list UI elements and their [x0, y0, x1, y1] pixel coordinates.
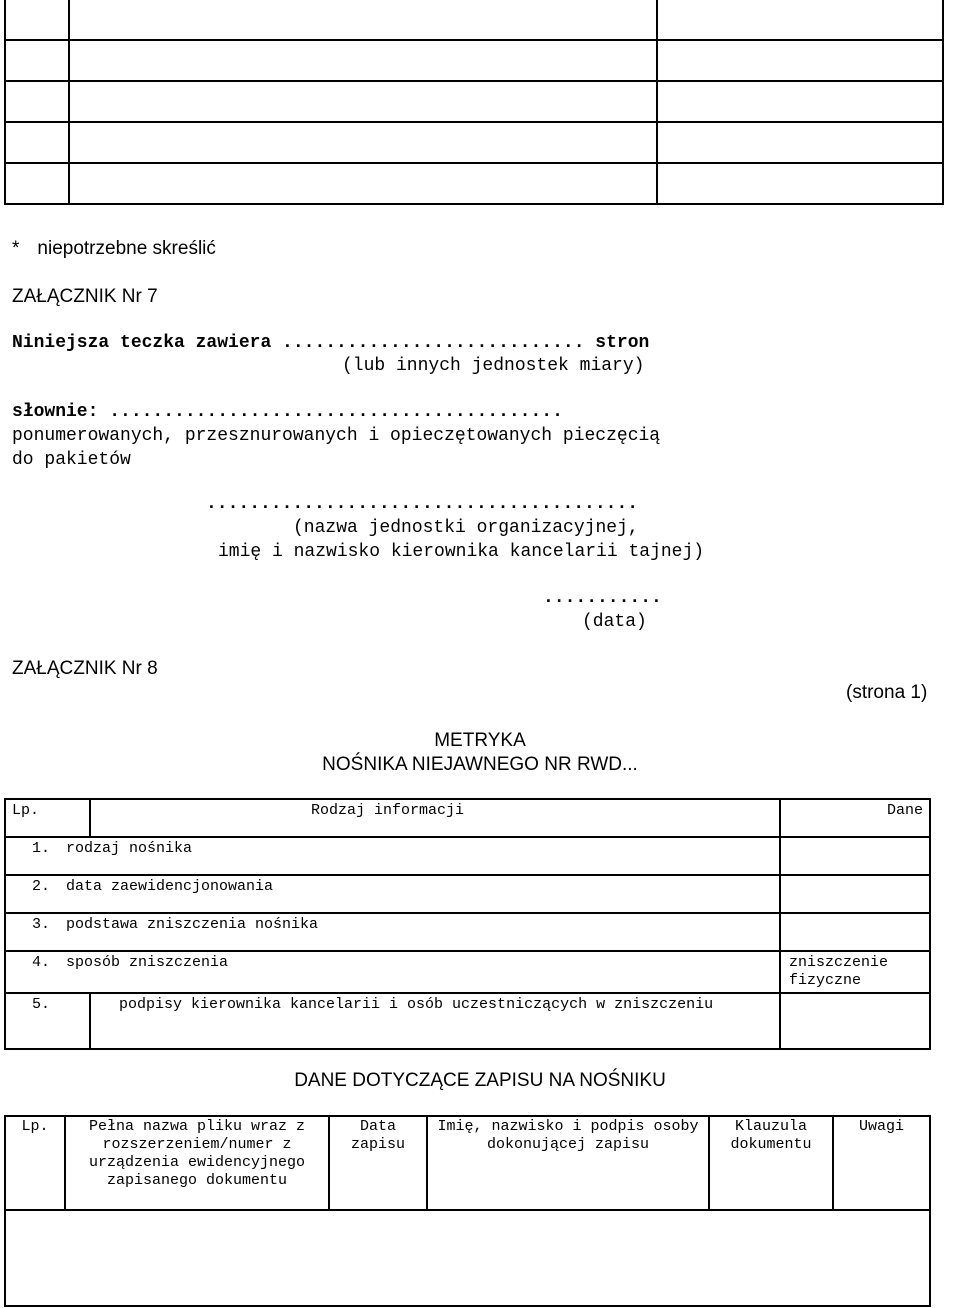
signature-label-1: (nazwa jednostki organizacyjnej,: [293, 518, 639, 538]
row-value: [780, 875, 930, 913]
header-clause: Klauzula dokumentu: [709, 1116, 833, 1210]
row-info-text: podstawa zniszczenia nośnika: [66, 916, 319, 933]
row-value: zniszczenie fizyczne: [780, 951, 930, 993]
header-info: Rodzaj informacji: [90, 799, 780, 837]
header-date: Data zapisu: [329, 1116, 427, 1210]
row-info: [5, 913, 780, 951]
attachment7-heading: ZAŁĄCZNIK Nr 7: [12, 286, 158, 307]
attachment7-line1: Niniejsza teczka zawiera ............................ stron: [12, 333, 650, 353]
row-info-text: data zaewidencjonowania: [66, 878, 274, 895]
empty-row: [5, 1210, 930, 1306]
table-row: [5, 993, 930, 1049]
header-notes: Uwagi: [833, 1116, 930, 1210]
signature-label-2: imię i nazwisko kierownika kancelarii tajnej): [218, 542, 705, 562]
metryka-subtitle: NOŚNIKA NIEJAWNEGO NR RWD...: [322, 754, 638, 775]
attachment7-line4: do pakietów: [12, 450, 131, 470]
attachment8-heading: ZAŁĄCZNIK Nr 8: [12, 658, 158, 679]
row-info: [5, 875, 780, 913]
table-row: [5, 837, 930, 875]
row-lp: 5.: [5, 993, 90, 1049]
row-info-text: podpisy kierownika kancelarii i osób uczestniczących w zniszczeniu: [119, 996, 714, 1013]
section-title-zapis: DANE DOTYCZĄCE ZAPISU NA NOŚNIKU: [294, 1070, 666, 1091]
row-info: [90, 993, 780, 1049]
footnote: [12, 238, 216, 260]
row-lp: 3.: [32, 916, 51, 933]
header-lp: Lp.: [5, 799, 90, 837]
top-continuation-table: [4, 0, 944, 205]
zapis-table: [4, 1115, 931, 1307]
attachment7-line1-sub: (lub innych jednostek miary): [342, 356, 645, 376]
table-row: [5, 951, 930, 993]
table-row: [5, 1210, 930, 1306]
metryka-table: [4, 798, 931, 1050]
row-value: [780, 993, 930, 1049]
header-value: Dane: [780, 799, 930, 837]
page-number-label: (strona 1): [846, 682, 928, 703]
row-lp: 1.: [32, 840, 51, 857]
table-row: [5, 913, 930, 951]
date-label: (data): [582, 612, 647, 632]
table-header-row: [5, 1116, 930, 1210]
row-lp: 4.: [32, 954, 51, 971]
attachment7-line2: słownie: ..........................................: [12, 402, 563, 422]
date-dots: ...........: [543, 588, 662, 608]
row-info-text: rodzaj nośnika: [66, 840, 193, 857]
row-info-text: sposób zniszczenia: [66, 954, 229, 971]
table-row: [5, 875, 930, 913]
header-lp: Lp.: [5, 1116, 65, 1210]
footnote-marker: *: [12, 238, 20, 259]
row-value: [780, 913, 930, 951]
metryka-title: METRYKA: [434, 730, 526, 751]
row-info: [5, 951, 780, 993]
header-person: Imię, nazwisko i podpis osoby dokonującej zapisu: [427, 1116, 709, 1210]
row-lp: 2.: [32, 878, 51, 895]
row-info: [5, 837, 780, 875]
signature-dots: ........................................: [206, 494, 639, 514]
attachment7-line3: ponumerowanych, przesznurowanych i opieczętowanych pieczęcią: [12, 426, 661, 446]
row-value: [780, 837, 930, 875]
header-filename: Pełna nazwa pliku wraz z rozszerzeniem/numer z urządzenia ewidencyjnego zapisanego dokumentu: [65, 1116, 329, 1210]
table-header-row: [5, 799, 930, 837]
footnote-text: niepotrzebne skreślić: [37, 238, 216, 259]
